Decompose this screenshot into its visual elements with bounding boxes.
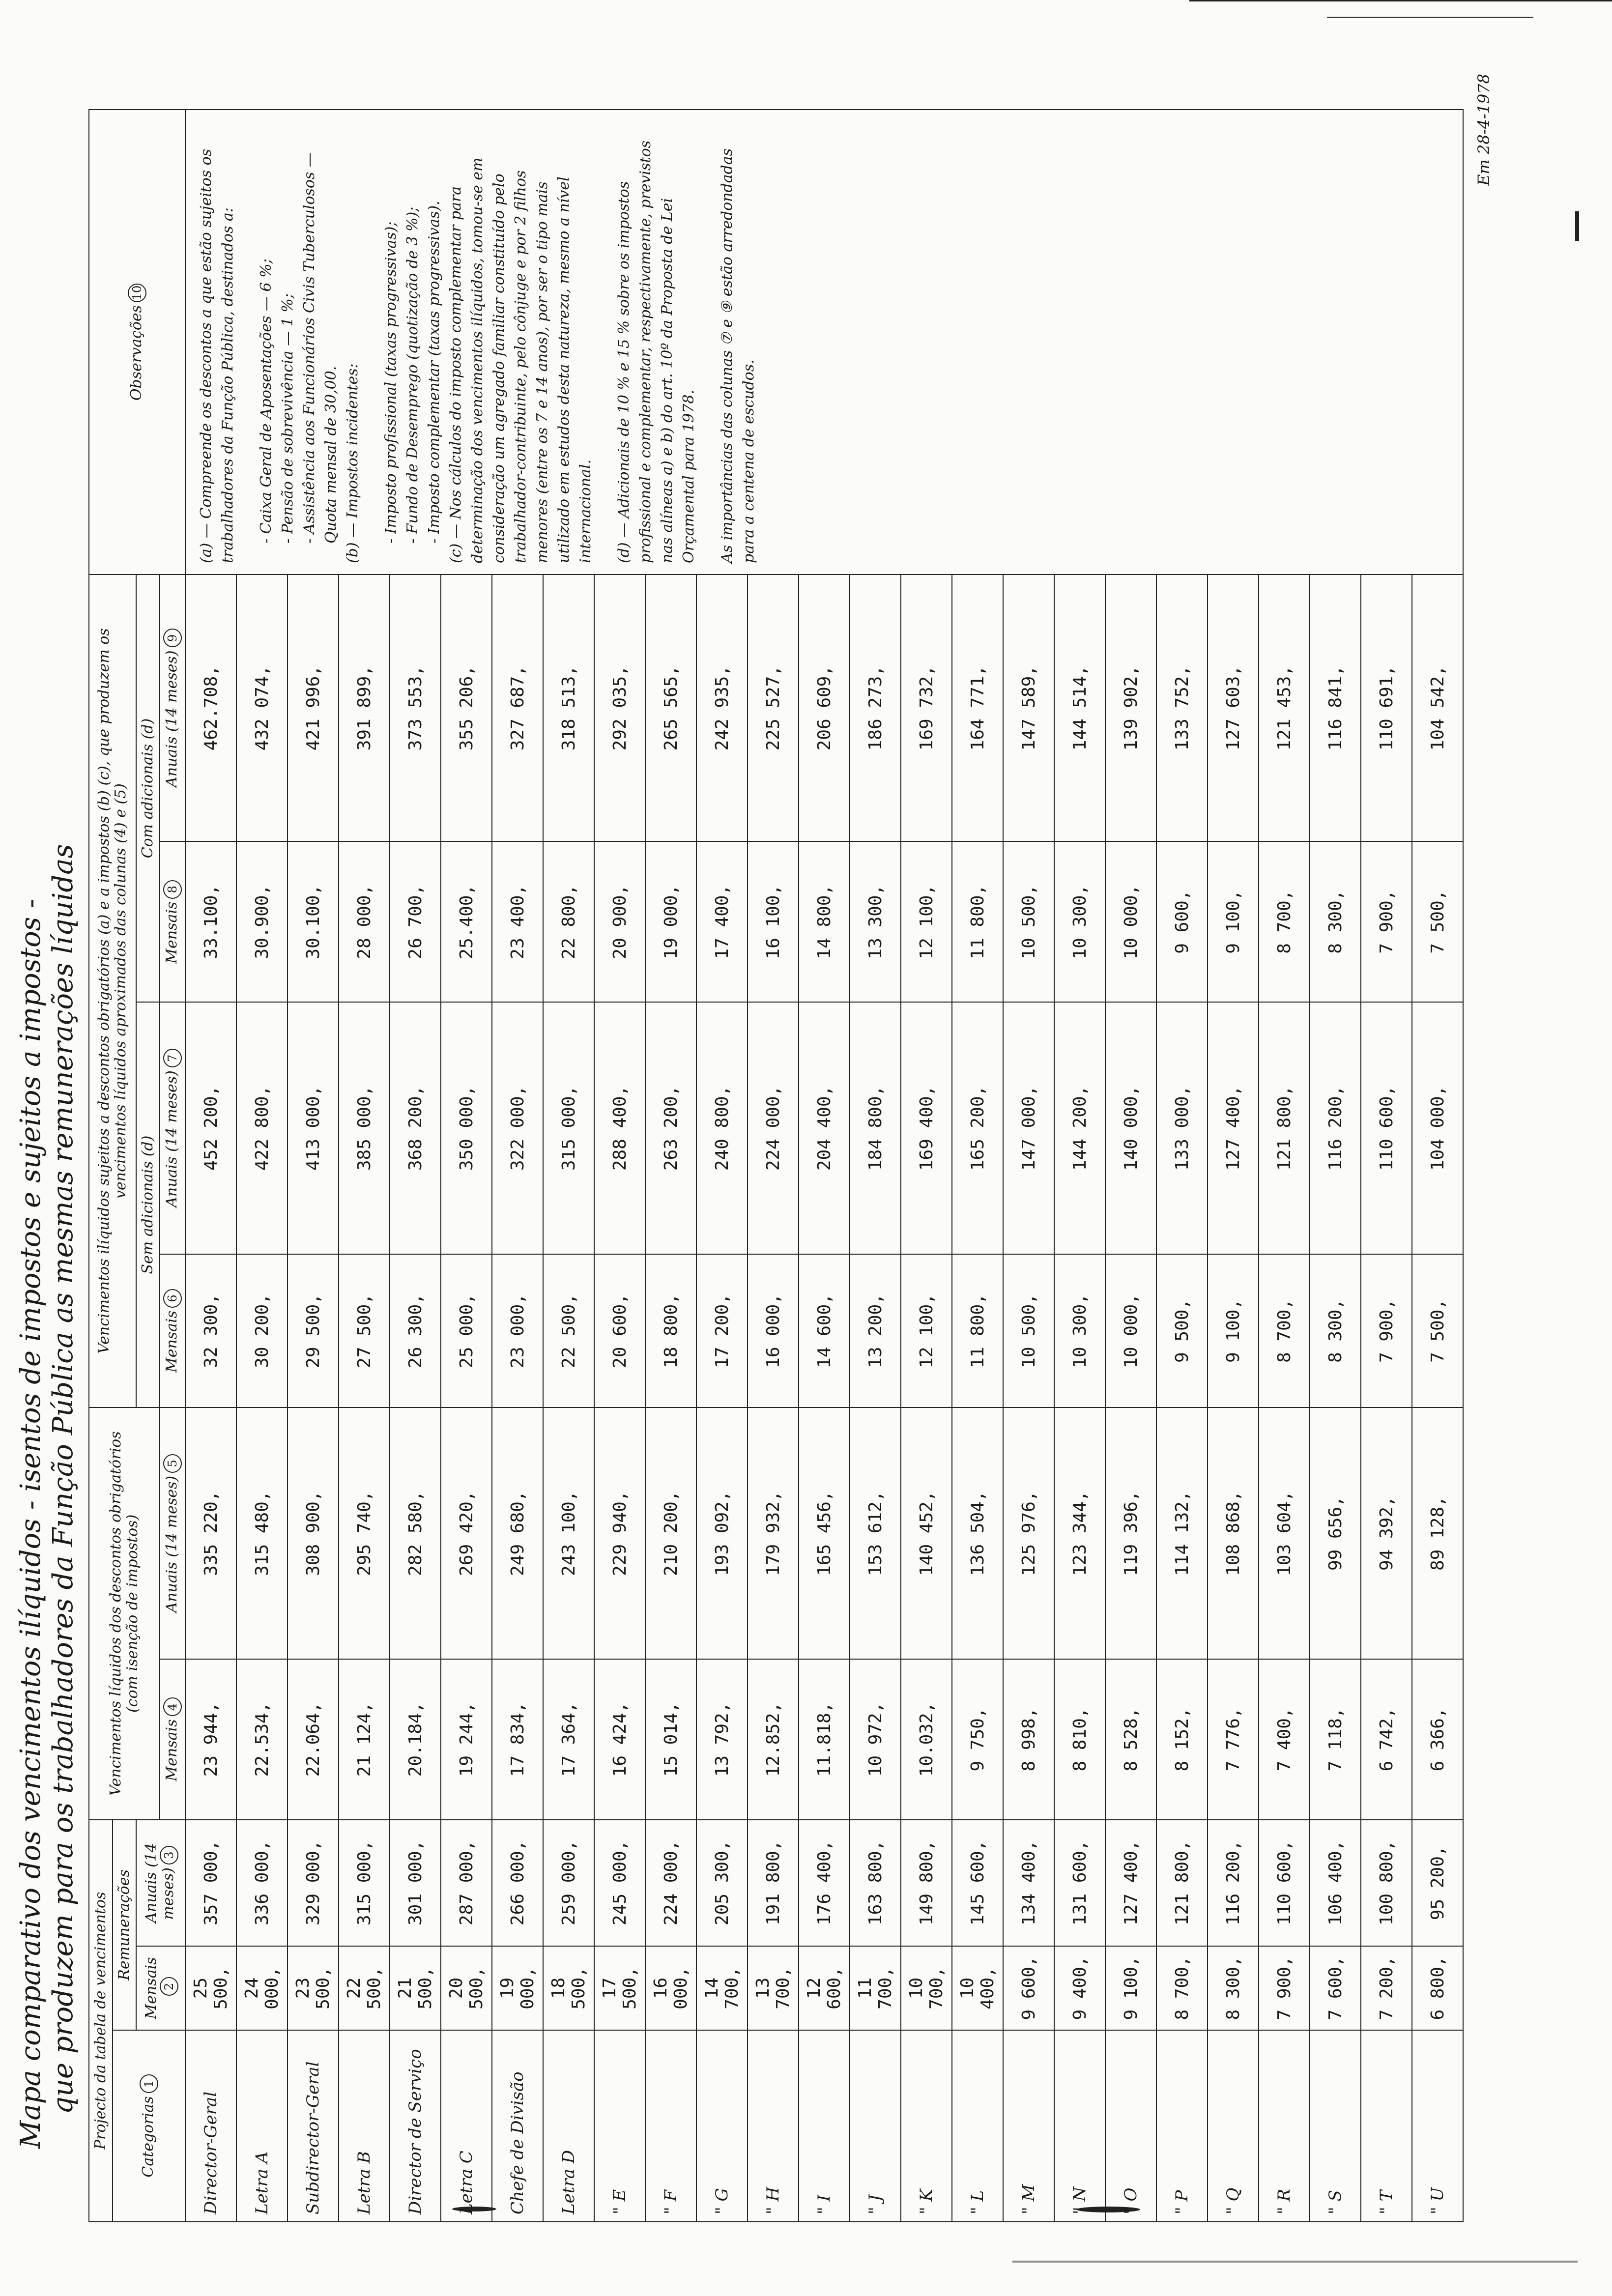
value-cell-c5: 335 220,: [185, 1407, 236, 1659]
header-col4: Mensais4: [160, 1659, 185, 1819]
value-cell-c3: 315 000,: [339, 1820, 390, 1946]
value-cell-c2: 9 100,: [1105, 1946, 1156, 2030]
value-cell-c5: 229 940,: [594, 1407, 645, 1659]
value-cell-c9: 133 752,: [1156, 574, 1208, 841]
value-cell-c6: 29 500,: [288, 1254, 339, 1407]
value-cell-c6: 13 200,: [850, 1254, 901, 1407]
value-cell-c8: 10 500,: [1003, 841, 1054, 1002]
category-cell: Letra A: [236, 2030, 288, 2222]
value-cell-c5: 165 456,: [799, 1407, 850, 1659]
value-cell-c4: 19 244,: [441, 1659, 492, 1819]
value-cell-c6: 10 300,: [1054, 1254, 1105, 1407]
value-cell-c2: 25 500,: [185, 1946, 236, 2030]
value-cell-c3: 106 400,: [1310, 1820, 1361, 1946]
value-cell-c8: 30.900,: [236, 841, 288, 1002]
value-cell-c3: 329 000,: [288, 1820, 339, 1946]
value-cell-c4: 22.534,: [236, 1659, 288, 1819]
value-cell-c6: 10 000,: [1105, 1254, 1156, 1407]
value-cell-c2: 8 300,: [1208, 1946, 1259, 2030]
category-cell: " S: [1310, 2030, 1361, 2222]
category-cell: Letra C: [441, 2030, 492, 2222]
value-cell-c6: 20 600,: [594, 1254, 645, 1407]
value-cell-c6: 7 900,: [1361, 1254, 1412, 1407]
value-cell-c7: 413 000,: [288, 1002, 339, 1254]
value-cell-c8: 8 700,: [1259, 841, 1310, 1002]
observation-a-head: (a) — Compreende os descontos a que estão sujeitos os trabalhadores da Função Pública, destinados a:: [198, 148, 236, 563]
value-cell-c5: 114 132,: [1156, 1407, 1208, 1659]
value-cell-c9: 318 513,: [543, 574, 594, 841]
value-cell-c6: 10 500,: [1003, 1254, 1054, 1407]
value-cell-c9: 292 035,: [594, 574, 645, 841]
value-cell-c9: 225 527,: [748, 574, 799, 841]
value-cell-c9: 391 899,: [339, 574, 390, 841]
value-cell-c9: 121 453,: [1259, 574, 1310, 841]
header-col2: Mensais 2: [136, 1946, 185, 2030]
value-cell-c3: 127 400,: [1105, 1820, 1156, 1946]
value-cell-c8: 12 100,: [901, 841, 952, 1002]
observation-e-text: As importâncias das colunas ⑦ e ⑨ estão arredondadas para a centena de escudos.: [719, 148, 757, 563]
value-cell-c8: 11 800,: [952, 841, 1003, 1002]
value-cell-c7: 322 000,: [492, 1002, 543, 1254]
category-cell: Subdirector-Geral: [288, 2030, 339, 2222]
value-cell-c3: 357 000,: [185, 1820, 236, 1946]
value-cell-c8: 17 400,: [696, 841, 748, 1002]
value-cell-c3: 149 800,: [901, 1820, 952, 1946]
category-cell: " M: [1003, 2030, 1054, 2222]
header-remuneracoes: Remunerações: [113, 1820, 136, 2030]
value-cell-c3: 121 800,: [1156, 1820, 1208, 1946]
value-cell-c2: 8 700,: [1156, 1946, 1208, 2030]
value-cell-c4: 8 152,: [1156, 1659, 1208, 1819]
value-cell-c2: 7 600,: [1310, 1946, 1361, 2030]
header-col9: Anuais (14 meses)9: [160, 574, 185, 841]
category-cell: Letra D: [543, 2030, 594, 2222]
value-cell-c8: 7 500,: [1412, 841, 1463, 1002]
value-cell-c7: 184 800,: [850, 1002, 901, 1254]
observation-d-text: (d) — Adicionais de 10 % e 15 % sobre os impostos profissional e complementar, respectivamente, previstos nas alíneas a) e b) do art. 10º da Proposta de Lei Orçamental para 1978.: [615, 140, 697, 563]
value-cell-c5: 136 504,: [952, 1407, 1003, 1659]
value-cell-c7: 288 400,: [594, 1002, 645, 1254]
title-line-1: Mapa comparativo dos vencimentos ilíquidos - isentos de impostos e sujeitos a impostos -: [15, 898, 47, 2149]
value-cell-c3: 287 000,: [441, 1820, 492, 1946]
value-cell-c2: 19 000,: [492, 1946, 543, 2030]
header-col3: Anuais (14 meses)3: [136, 1820, 185, 1946]
value-cell-c9: 373 553,: [390, 574, 441, 841]
observation-b-2: - Fundo de Desemprego (quotização de 3 %);: [404, 206, 421, 544]
value-cell-c8: 10 000,: [1105, 841, 1156, 1002]
comparison-table-sheet: [88, 70, 1612, 2222]
value-cell-c8: 22 800,: [543, 841, 594, 1002]
value-cell-c2: 11 700,: [850, 1946, 901, 2030]
value-cell-c8: 20 900,: [594, 841, 645, 1002]
value-cell-c7: 224 000,: [748, 1002, 799, 1254]
value-cell-c8: 8 300,: [1310, 841, 1361, 1002]
value-cell-c8: 14 800,: [799, 841, 850, 1002]
category-cell: " N: [1054, 2030, 1105, 2222]
value-cell-c2: 17 500,: [594, 1946, 645, 2030]
value-cell-c2: 21 500,: [390, 1946, 441, 2030]
value-cell-c9: 104 542,: [1412, 574, 1463, 841]
value-cell-c2: 10 400,: [952, 1946, 1003, 2030]
value-cell-c4: 6 366,: [1412, 1659, 1463, 1819]
value-cell-c8: 13 300,: [850, 841, 901, 1002]
value-cell-c4: 10 972,: [850, 1659, 901, 1819]
value-cell-c6: 17 200,: [696, 1254, 748, 1407]
value-cell-c4: 15 014,: [645, 1659, 696, 1819]
observations-cell: [185, 110, 1463, 574]
value-cell-c8: 30.100,: [288, 841, 339, 1002]
observation-b-head: (b) — Impostos incidentes:: [344, 363, 361, 563]
header-isentos: Vencimentos líquidos dos descontos obrigatórios (com isenção de impostos): [89, 1407, 160, 1820]
header-observacoes: Observações10: [89, 110, 185, 574]
value-cell-c6: 9 500,: [1156, 1254, 1208, 1407]
value-cell-c6: 18 800,: [645, 1254, 696, 1407]
value-cell-c6: 7 500,: [1412, 1254, 1463, 1407]
value-cell-c2: 7 200,: [1361, 1946, 1412, 2030]
value-cell-c4: 6 742,: [1361, 1659, 1412, 1819]
value-cell-c9: 432 074,: [236, 574, 288, 841]
value-cell-c7: 147 000,: [1003, 1002, 1054, 1254]
value-cell-c7: 263 200,: [645, 1002, 696, 1254]
category-cell: " O: [1105, 2030, 1156, 2222]
value-cell-c8: 28 000,: [339, 841, 390, 1002]
value-cell-c4: 17 834,: [492, 1659, 543, 1819]
value-cell-c9: 144 514,: [1054, 574, 1105, 841]
value-cell-c7: 315 000,: [543, 1002, 594, 1254]
value-cell-c5: 119 396,: [1105, 1407, 1156, 1659]
value-cell-c8: 26 700,: [390, 841, 441, 1002]
value-cell-c7: 204 400,: [799, 1002, 850, 1254]
value-cell-c7: 452 200,: [185, 1002, 236, 1254]
value-cell-c9: 327 687,: [492, 574, 543, 841]
value-cell-c5: 243 100,: [543, 1407, 594, 1659]
value-cell-c5: 269 420,: [441, 1407, 492, 1659]
value-cell-c6: 11 800,: [952, 1254, 1003, 1407]
value-cell-c9: 421 996,: [288, 574, 339, 841]
value-cell-c7: 140 000,: [1105, 1002, 1156, 1254]
value-cell-c5: 179 932,: [748, 1407, 799, 1659]
value-cell-c5: 123 344,: [1054, 1407, 1105, 1659]
value-cell-c2: 22 500,: [339, 1946, 390, 2030]
value-cell-c7: 104 000,: [1412, 1002, 1463, 1254]
value-cell-c4: 21 124,: [339, 1659, 390, 1819]
title-line-2: que produzem para os trabalhadores da Função Pública as mesmas remunerações líquidas: [47, 844, 79, 2114]
salary-comparison-table: [88, 109, 1464, 2222]
value-cell-c3: 131 600,: [1054, 1820, 1105, 1946]
value-cell-c6: 14 600,: [799, 1254, 850, 1407]
value-cell-c3: 145 600,: [952, 1820, 1003, 1946]
value-cell-c7: 350 000,: [441, 1002, 492, 1254]
value-cell-c7: 133 000,: [1156, 1002, 1208, 1254]
value-cell-c7: 240 800,: [696, 1002, 748, 1254]
value-cell-c7: 169 400,: [901, 1002, 952, 1254]
observation-b-3: - Imposto complementar (taxas progressivas).: [426, 201, 443, 544]
value-cell-c3: 100 800,: [1361, 1820, 1412, 1946]
observation-b-1: - Imposto profissional (taxas progressivas);: [382, 221, 400, 544]
value-cell-c2: 13 700,: [748, 1946, 799, 2030]
value-cell-c2: 23 500,: [288, 1946, 339, 2030]
value-cell-c9: 127 603,: [1208, 574, 1259, 841]
value-cell-c7: 165 200,: [952, 1002, 1003, 1254]
value-cell-c8: 16 100,: [748, 841, 799, 1002]
value-cell-c6: 26 300,: [390, 1254, 441, 1407]
value-cell-c3: 116 200,: [1208, 1820, 1259, 1946]
value-cell-c2: 10 700,: [901, 1946, 952, 2030]
value-cell-c3: 266 000,: [492, 1820, 543, 1946]
value-cell-c5: 308 900,: [288, 1407, 339, 1659]
value-cell-c3: 224 000,: [645, 1820, 696, 1946]
value-cell-c5: 108 868,: [1208, 1407, 1259, 1659]
category-cell: " U: [1412, 2030, 1463, 2222]
value-cell-c9: 139 902,: [1105, 574, 1156, 841]
value-cell-c3: 176 400,: [799, 1820, 850, 1946]
header-col5: Anuais (14 meses)5: [160, 1407, 185, 1659]
value-cell-c4: 11.818,: [799, 1659, 850, 1819]
value-cell-c4: 8 810,: [1054, 1659, 1105, 1819]
value-cell-c7: 127 400,: [1208, 1002, 1259, 1254]
document-title: [15, 183, 80, 2149]
category-cell: " G: [696, 2030, 748, 2222]
value-cell-c4: 10.032,: [901, 1659, 952, 1819]
value-cell-c6: 12 100,: [901, 1254, 952, 1407]
header-sujeitos: Vencimentos ilíquidos sujeitos a descontos obrigatórios (a) e a impostos (b) (c), que produzem os vencimentos líquidos aproximados das colunas (4) e (5): [89, 574, 136, 1407]
value-cell-c2: 16 000,: [645, 1946, 696, 2030]
value-cell-c8: 23 400,: [492, 841, 543, 1002]
value-cell-c3: 301 000,: [390, 1820, 441, 1946]
value-cell-c9: 147 589,: [1003, 574, 1054, 841]
category-cell: Letra B: [339, 2030, 390, 2222]
category-cell: " H: [748, 2030, 799, 2222]
value-cell-c2: 14 700,: [696, 1946, 748, 2030]
value-cell-c9: 169 732,: [901, 574, 952, 841]
category-cell: Director de Serviço: [390, 2030, 441, 2222]
value-cell-c3: 95 200,: [1412, 1820, 1463, 1946]
value-cell-c3: 205 300,: [696, 1820, 748, 1946]
value-cell-c5: 103 604,: [1259, 1407, 1310, 1659]
header-categorias: Categorias1: [113, 2030, 185, 2222]
value-cell-c8: 10 300,: [1054, 841, 1105, 1002]
value-cell-c3: 110 600,: [1259, 1820, 1310, 1946]
value-cell-c4: 23 944,: [185, 1659, 236, 1819]
value-cell-c3: 336 000,: [236, 1820, 288, 1946]
value-cell-c5: 315 480,: [236, 1407, 288, 1659]
value-cell-c5: 140 452,: [901, 1407, 952, 1659]
value-cell-c8: 9 100,: [1208, 841, 1259, 1002]
value-cell-c8: 33.100,: [185, 841, 236, 1002]
header-projecto: Projecto da tabela de vencimentos: [89, 1820, 113, 2222]
category-cell: " P: [1156, 2030, 1208, 2222]
observation-a-1: - Caixa Geral de Aposentações — 6 %;: [258, 258, 275, 544]
value-cell-c2: 24 000,: [236, 1946, 288, 2030]
category-cell: " E: [594, 2030, 645, 2222]
category-cell: " Q: [1208, 2030, 1259, 2222]
value-cell-c5: 249 680,: [492, 1407, 543, 1659]
value-cell-c4: 7 118,: [1310, 1659, 1361, 1819]
header-col6: Mensais6: [160, 1254, 185, 1407]
value-cell-c5: 193 092,: [696, 1407, 748, 1659]
value-cell-c9: 164 771,: [952, 574, 1003, 841]
value-cell-c3: 245 000,: [594, 1820, 645, 1946]
value-cell-c6: 23 000,: [492, 1254, 543, 1407]
value-cell-c6: 16 000,: [748, 1254, 799, 1407]
value-cell-c8: 9 600,: [1156, 841, 1208, 1002]
observation-a-2: - Pensão de sobrevivência — 1 %;: [279, 293, 296, 544]
value-cell-c5: 89 128,: [1412, 1407, 1463, 1659]
value-cell-c4: 8 528,: [1105, 1659, 1156, 1819]
value-cell-c6: 32 300,: [185, 1254, 236, 1407]
observation-c-text: (c) — Nos cálculos do imposto complementar para determinação dos vencimentos ilíquidos, tomou-se em consideração um agregado familiar constituído pelo trabalhador-contribuinte, pelo cônjuge e por 2 filhos menores (entre os 7 e 14 anos), por ser o tipo mais utilizado em estudos desta natureza, mesmo a nível internacional.: [447, 157, 594, 563]
category-cell: Director-Geral: [185, 2030, 236, 2222]
value-cell-c8: 25.400,: [441, 841, 492, 1002]
category-cell: " T: [1361, 2030, 1412, 2222]
value-cell-c4: 16 424,: [594, 1659, 645, 1819]
header-col7: Anuais (14 meses)7: [160, 1002, 185, 1254]
value-cell-c9: 206 609,: [799, 574, 850, 841]
value-cell-c5: 99 656,: [1310, 1407, 1361, 1659]
value-cell-c2: 6 800,: [1412, 1946, 1463, 2030]
value-cell-c7: 144 200,: [1054, 1002, 1105, 1254]
value-cell-c6: 27 500,: [339, 1254, 390, 1407]
value-cell-c3: 259 000,: [543, 1820, 594, 1946]
value-cell-c8: 7 900,: [1361, 841, 1412, 1002]
value-cell-c6: 22 500,: [543, 1254, 594, 1407]
value-cell-c3: 134 400,: [1003, 1820, 1054, 1946]
value-cell-c4: 7 400,: [1259, 1659, 1310, 1819]
value-cell-c9: 355 206,: [441, 574, 492, 841]
value-cell-c9: 110 691,: [1361, 574, 1412, 841]
value-cell-c5: 153 612,: [850, 1407, 901, 1659]
value-cell-c5: 94 392,: [1361, 1407, 1412, 1659]
value-cell-c3: 191 800,: [748, 1820, 799, 1946]
value-cell-c2: 18 500,: [543, 1946, 594, 2030]
value-cell-c5: 125 976,: [1003, 1407, 1054, 1659]
value-cell-c7: 422 800,: [236, 1002, 288, 1254]
value-cell-c9: 116 841,: [1310, 574, 1361, 841]
table-body: [185, 110, 1463, 2222]
value-cell-c4: 7 776,: [1208, 1659, 1259, 1819]
value-cell-c7: 121 800,: [1259, 1002, 1310, 1254]
header-col8: Mensais8: [160, 841, 185, 1002]
value-cell-c9: 265 565,: [645, 574, 696, 841]
value-cell-c4: 17 364,: [543, 1659, 594, 1819]
value-cell-c2: 9 400,: [1054, 1946, 1105, 2030]
value-cell-c2: 9 600,: [1003, 1946, 1054, 2030]
category-cell: Chefe de Divisão: [492, 2030, 543, 2222]
value-cell-c2: 7 900,: [1259, 1946, 1310, 2030]
category-cell: " I: [799, 2030, 850, 2222]
value-cell-c2: 12 600,: [799, 1946, 850, 2030]
document-date: Em 28-4-1978: [1474, 74, 1493, 186]
header-com-adicionais: Com adicionais (d): [136, 574, 160, 1002]
value-cell-c5: 210 200,: [645, 1407, 696, 1659]
value-cell-c8: 19 000,: [645, 841, 696, 1002]
category-cell: " R: [1259, 2030, 1310, 2222]
value-cell-c5: 282 580,: [390, 1407, 441, 1659]
value-cell-c9: 242 935,: [696, 574, 748, 841]
value-cell-c6: 25 000,: [441, 1254, 492, 1407]
value-cell-c9: 186 273,: [850, 574, 901, 841]
value-cell-c9: 462.708,: [185, 574, 236, 841]
value-cell-c7: 116 200,: [1310, 1002, 1361, 1254]
value-cell-c6: 9 100,: [1208, 1254, 1259, 1407]
value-cell-c3: 163 800,: [850, 1820, 901, 1946]
value-cell-c4: 20.184,: [390, 1659, 441, 1819]
observation-a-3: - Assistência aos Funcionários Civis Tuberculosos — Quota mensal de 30,00.: [301, 152, 340, 544]
value-cell-c4: 8 998,: [1003, 1659, 1054, 1819]
value-cell-c4: 13 792,: [696, 1659, 748, 1819]
category-cell: " J: [850, 2030, 901, 2222]
category-cell: " K: [901, 2030, 952, 2222]
category-cell: " F: [645, 2030, 696, 2222]
value-cell-c7: 110 600,: [1361, 1002, 1412, 1254]
value-cell-c4: 22.064,: [288, 1659, 339, 1819]
value-cell-c4: 9 750,: [952, 1659, 1003, 1819]
value-cell-c6: 8 700,: [1259, 1254, 1310, 1407]
category-cell: " L: [952, 2030, 1003, 2222]
value-cell-c6: 30 200,: [236, 1254, 288, 1407]
value-cell-c7: 368 200,: [390, 1002, 441, 1254]
value-cell-c6: 8 300,: [1310, 1254, 1361, 1407]
value-cell-c5: 295 740,: [339, 1407, 390, 1659]
value-cell-c2: 20 500,: [441, 1946, 492, 2030]
value-cell-c7: 385 000,: [339, 1002, 390, 1254]
header-sem-adicionais: Sem adicionais (d): [136, 1002, 160, 1407]
value-cell-c4: 12.852,: [748, 1659, 799, 1819]
table-row: [185, 110, 236, 2222]
